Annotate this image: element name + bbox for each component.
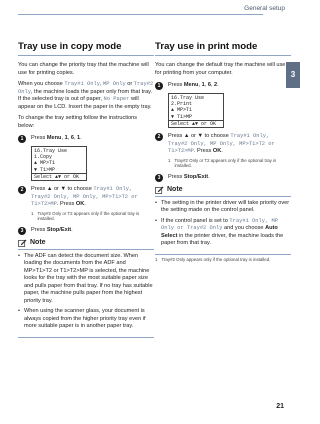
- running-header: General setup: [244, 5, 285, 12]
- print-footnote-2: 1 Tray#2 Only appears only if the optional tray is installed.: [155, 256, 271, 262]
- copy-step-3: 3 Press Stop/Exit.: [18, 227, 154, 235]
- copy-when-paragraph: When you choose Tray#1 Only, MP Only or Tray#2 Only, the machine loads the paper only from that tray. If the selected tray is out of paper, No Paper will appear on the LCD. Insert the paper in the empty tray.: [18, 81, 154, 110]
- copy-step-2: 2 Press ▲ or ▼ to choose Tray#1 Only, Tray#2 Only, MP Only, MP>T1>T2 or T1>T2>MP. Press OK.: [18, 186, 154, 209]
- print-note-header: Note: [155, 186, 291, 197]
- copy-note-header: Note: [18, 239, 154, 250]
- right-column: [155, 41, 291, 265]
- print-step-2: 2 Press ▲ or ▼ to choose Tray#1 Only, Tray#2 Only, MP Only, MP>T1>T2 or T1>T2>MP. Press OK.: [155, 133, 291, 156]
- chapter-tab: 3: [286, 62, 300, 88]
- list-item: • If the control panel is set to Tray#1 Only, MP Only or Tray#2 Only and you choose Auto Select in the printer driver, the machine loads the paper from that tray.: [155, 217, 284, 247]
- section-title-print: Tray use in print mode: [155, 41, 291, 56]
- pencil-note-icon: [18, 239, 27, 247]
- print-step-3: 3 Press Stop/Exit.: [155, 174, 291, 182]
- copy-change-text: To change the tray setting follow the instructions below:: [18, 115, 138, 129]
- step-1-badge: 1: [18, 135, 26, 143]
- list-item: • When using the scanner glass, your document is always copied from the higher priority tray even if more suitable paper is in another paper tray.: [18, 308, 146, 330]
- page-number: 21: [276, 403, 284, 410]
- print-note-list: [155, 200, 291, 255]
- section-title-copy: Tray use in copy mode: [18, 41, 154, 56]
- copy-step-1: 1 Press Menu, 1, 6, 1.: [18, 135, 154, 143]
- copy-footnote: 1 Tray#2 Only or T2 appears only if the optional tray is installed.: [31, 210, 140, 222]
- step-2-badge: 2: [18, 186, 26, 194]
- step-3-badge: 3: [155, 174, 163, 182]
- list-item: • The setting in the printer driver will take priority over the setting made on the control panel.: [155, 199, 290, 214]
- pencil-note-icon: [155, 186, 164, 194]
- left-column: [18, 41, 154, 338]
- lcd-display-copy: 16.Tray Use 1.Copy ▲ MP>T1 ▼ T1>MP Select ▲▼ or OK: [31, 146, 87, 181]
- step-3-badge: 3: [18, 227, 26, 235]
- header-rule: [18, 14, 263, 15]
- list-item: • The ADF can detect the document size. When loading the documents from the ADF and MP>T1>T2 or T1>T2>MP is selected, the machine looks for the tray with the most suitable paper size and pulls paper from that tray. If no tray has suitable paper, the machine pulls paper from the highest priority tray.: [18, 252, 153, 304]
- print-step-1: 1 Press Menu, 1, 6, 2.: [155, 82, 291, 90]
- copy-intro: You can change the priority tray that the machine will use for printing copies.: [18, 62, 149, 76]
- print-footnote: 1 Tray#2 Only or T2 appears only if the optional tray is installed.: [168, 157, 277, 169]
- step-2-badge: 2: [155, 133, 163, 141]
- print-intro: You can change the default tray the machine will use for printing from your computer.: [155, 62, 286, 76]
- copy-note-list: [18, 253, 154, 338]
- lcd-display-print: 16.Tray Use 2.Print ▲ MP>T1 ▼ T1>MP Select ▲▼ or OK: [168, 93, 224, 128]
- step-1-badge: 1: [155, 82, 163, 90]
